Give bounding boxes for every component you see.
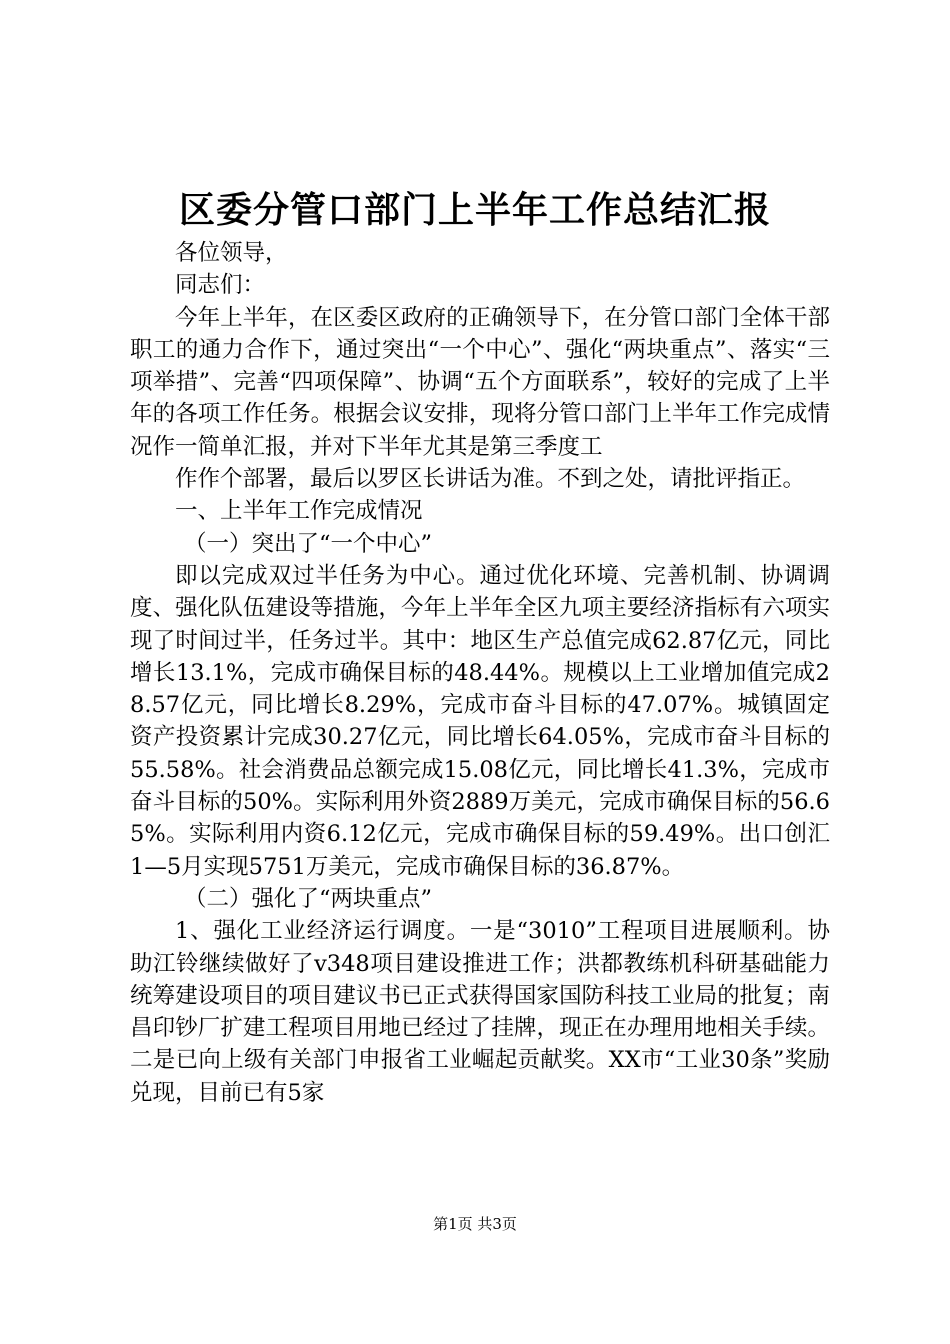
subsection-heading-2: （二）强化了“两块重点” (184, 885, 433, 912)
document-body (130, 237, 830, 1109)
intro-continuation-paragraph: 作作个部署，最后以罗区长讲话为准。不到之处，请批评指正。 (175, 466, 806, 493)
page-footer: 第1页 共3页 (433, 1215, 517, 1233)
subsection-heading-1: （一）突出了“一个中心” (184, 530, 433, 557)
economic-indicators-paragraph: 即以完成双过半任务为中心。通过优化环境、完善机制、协调调度、强化队伍建设等措施，今年上半年全区九项主要经济指标有六项实现了时间过半，任务过半。其中：地区生产总值完成62.87亿元，同比增长13.1%，完成市确保目标的48.44%。规模以上工业增加值完成28.57亿元，同比增长8.29%，完成市奋斗目标的47.07%。城镇固定资产投资累计完成30.27亿元，同比增长64.05%，完成市奋斗目标的55.58%。社会消费品总额完成15.08亿元，同比增长41.3%，完成市奋斗目标的50%。实际利用外资2889万美元，完成市确保目标的56.65%。实际利用内资6.12亿元，完成市确保目标的59.49%。出口创汇1—5月实现5751万美元，完成市确保目标的36.87%。 (130, 562, 830, 880)
intro-paragraph: 今年上半年，在区委区政府的正确领导下，在分管口部门全体干部职工的通力合作下，通过突出“一个中心”、强化“两块重点”、落实“三项举措”、完善“四项保障”、协调“五个方面联系”，较好的完成了上半年的各项工作任务。根据会议安排，现将分管口部门上半年工作完成情况作一简单汇报，并对下半年尤其是第三季度工 (130, 304, 830, 460)
salutation-comrades: 同志们： (175, 272, 266, 299)
document-title: 区委分管口部门上半年工作总结汇报 (178, 189, 771, 231)
industrial-dispatch-paragraph: 1、强化工业经济运行调度。一是“3010”工程项目进展顺利。协助江铃继续做好了v348项目建设推进工作；洪都教练机科研基础能力统筹建设项目的项目建议书已正式获得国家国防科技工业局的批复；南昌印钞厂扩建工程项目用地已经过了挂牌，现正在办理用地相关手续。二是已向上级有关部门申报省工业崛起贡献奖。XX市“工业30条”奖励兑现，目前已有5家 (130, 918, 830, 1106)
section-heading: 一、上半年工作完成情况 (175, 498, 423, 525)
salutation-leaders: 各位领导， (175, 240, 288, 266)
